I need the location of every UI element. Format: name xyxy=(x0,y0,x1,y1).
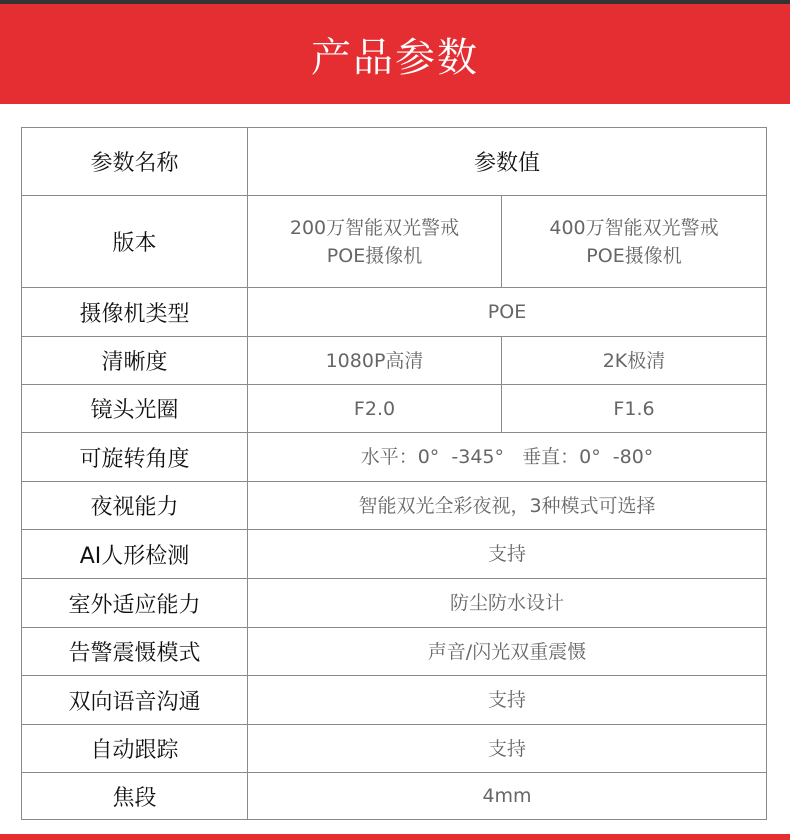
title-banner xyxy=(0,4,790,104)
table-row xyxy=(22,288,767,337)
version-200-line1: 200万智能双光警戒 xyxy=(289,216,460,239)
row-label: 夜视能力 xyxy=(22,482,248,530)
table-header-row xyxy=(22,128,767,196)
row-value: 智能双光全彩夜视，3种模式可选择 xyxy=(248,482,767,530)
row-label: 室外适应能力 xyxy=(22,579,248,628)
row-label: 版本 xyxy=(22,196,248,288)
row-value xyxy=(248,196,502,288)
table-row xyxy=(22,579,767,628)
row-value: 2K极清 xyxy=(502,337,767,385)
table-row xyxy=(22,725,767,773)
row-value xyxy=(502,196,767,288)
row-value: 防尘防水设计 xyxy=(248,579,767,628)
row-value: 水平：0° -345° 垂直：0° -80° xyxy=(248,433,767,482)
table-row xyxy=(22,530,767,579)
spec-table xyxy=(21,127,767,820)
row-value: 支持 xyxy=(248,676,767,725)
table-row xyxy=(22,337,767,385)
row-label: 焦段 xyxy=(22,773,248,820)
row-value: 声音/闪光双重震慑 xyxy=(248,628,767,676)
header-name: 参数名称 xyxy=(22,128,248,196)
table-row xyxy=(22,628,767,676)
row-value: 支持 xyxy=(248,530,767,579)
row-label: 自动跟踪 xyxy=(22,725,248,773)
version-400-line2: POE摄像机 xyxy=(586,244,682,267)
row-value: 4mm xyxy=(248,773,767,820)
version-400-line1: 400万智能双光警戒 xyxy=(549,216,719,239)
table-row xyxy=(22,385,767,433)
table-row xyxy=(22,482,767,530)
banner-title: 产品参数 xyxy=(311,34,479,81)
row-label: 摄像机类型 xyxy=(22,288,248,337)
version-200-line2: POE摄像机 xyxy=(326,244,423,267)
row-value: 1080P高清 xyxy=(248,337,502,385)
table-row xyxy=(22,773,767,820)
row-label: 清晰度 xyxy=(22,337,248,385)
row-label: 镜头光圈 xyxy=(22,385,248,433)
row-value: POE xyxy=(248,288,767,337)
row-value: 支持 xyxy=(248,725,767,773)
row-label: 可旋转角度 xyxy=(22,433,248,482)
row-label: 双向语音沟通 xyxy=(22,676,248,725)
table-row xyxy=(22,433,767,482)
row-value: F2.0 xyxy=(248,385,502,433)
table-row xyxy=(22,196,767,288)
row-label: 告警震慑模式 xyxy=(22,628,248,676)
bottom-accent-bar xyxy=(0,834,790,840)
header-value: 参数值 xyxy=(248,128,767,196)
row-value: F1.6 xyxy=(502,385,767,433)
row-label: AI人形检测 xyxy=(22,530,248,579)
table-row xyxy=(22,676,767,725)
